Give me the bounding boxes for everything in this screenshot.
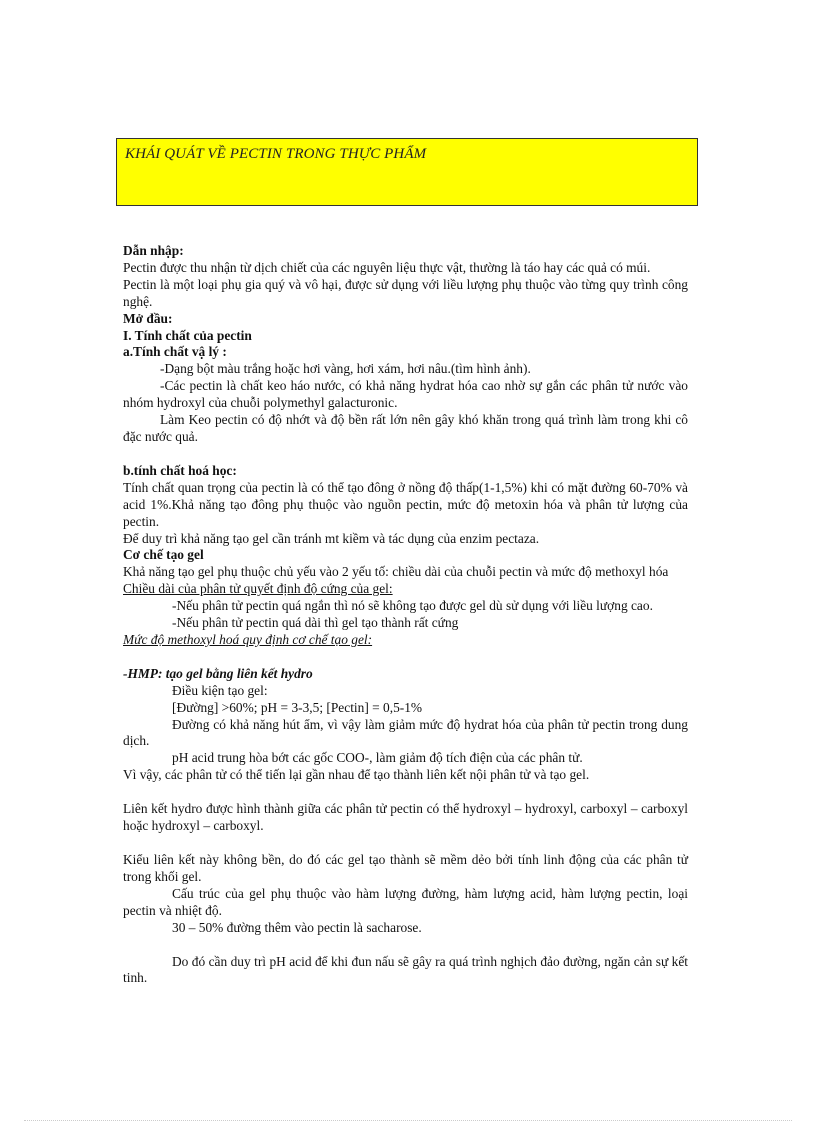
subsection-heading: a.Tính chất vậ lý : [123,344,227,360]
paragraph: [Đường] >60%; pH = 3-3,5; [Pectin] = 0,5-1% [172,699,423,715]
paragraph: Điều kiện tạo gel: [172,682,268,698]
bullet-item: -Các pectin là chất keo háo nước, có khả năng hydrat hóa cao nhờ sự gắn các phân tử nước vào nhóm hydroxyl của chuỗi polymethyl galacturonic. [123,378,688,411]
spacer [123,937,688,954]
spacer [123,835,688,852]
paragraph: Tính chất quan trọng của pectin là có thể tạo đông ở nồng độ thấp(1-1,5%) khi có mặt đường 60-70% và acid 1%.Khả năng tạo đông phụ thuộc vào nguồn pectin, mức độ metoxin hóa và phân tử lượng của pectin. [123,479,688,529]
paragraph: Khả năng tạo gel phụ thuộc chủ yếu vào 2 yếu tố: chiều dài của chuỗi pectin và mức độ methoxyl hóa [123,564,669,580]
subsection-heading: Cơ chế tạo gel [123,547,204,563]
underlined-heading: Chiều dài của phân tử quyết định độ cứng của gel: [123,581,393,597]
paragraph: Kiểu liên kết này không bền, do đó các gel tạo thành sẽ mềm dẻo bởi tính linh động của các phân tử trong khối gel. [123,852,688,884]
paragraph: Pectin là một loại phụ gia quý và vô hại, được sử dụng với liều lượng phụ thuộc vào từng quy trình công nghệ. [123,276,688,309]
paragraph: Pectin được thu nhận từ dịch chiết của các nguyên liệu thực vật, thường là táo hay các quả có múi. [123,259,651,275]
spacer [123,446,688,463]
paragraph: pH acid trung hòa bớt các gốc COO-, làm giảm độ tích điện của các phân tử. [172,750,583,766]
spacer [123,649,688,666]
paragraph: Vì vậy, các phân tử có thể tiến lại gần nhau để tạo thành liên kết nội phân tử và tạo gel. [123,767,590,783]
bullet-item: -Dạng bột màu trắng hoặc hơi vàng, hơi xám, hơi nâu.(tìm hình ảnh). [160,361,531,377]
heading-opening: Mở đầu: [123,310,173,326]
paragraph: Liên kết hydro được hình thành giữa các phân tử pectin có thể hydroxyl – hydroxyl, carboxyl – carboxyl hoặc hydroxyl – carboxyl. [123,801,688,834]
page-bottom-rule [24,1120,792,1121]
subsection-heading: b.tính chất hoá học: [123,462,237,478]
subsection-heading: -HMP: tạo gel bằng liên kết hydro [123,665,313,681]
bullet-item: -Nếu phân tử pectin quá dài thì gel tạo thành rất cứng [172,615,459,631]
paragraph: 30 – 50% đường thêm vào pectin là sacharose. [172,919,422,935]
underlined-heading: Mức độ methoxyl hoá quy định cơ chế tạo gel: [123,631,373,647]
document-title: KHÁI QUÁT VỀ PECTIN TRONG THỰC PHẨM [125,146,427,162]
paragraph: Đường có khả năng hút ẩm, vì vậy làm giảm mức độ hydrat hóa của phân tử pectin trong dung dịch. [123,716,688,749]
paragraph: Cấu trúc của gel phụ thuộc vào hàm lượng đường, hàm lượng acid, hàm lượng pectin, loại pectin và nhiệt độ. [123,885,688,918]
spacer [123,784,688,801]
section-heading: I. Tính chất của pectin [123,327,252,343]
paragraph: Do đó cần duy trì pH acid để khi đun nấu sẽ gây ra quá trình nghịch đảo đường, ngăn cản sự kết tinh. [123,953,688,986]
paragraph: Làm Keo pectin có độ nhớt và độ bền rất lớn nên gây khó khăn trong quá trình làm trong khi cô đặc nước quả. [123,412,688,444]
document-body [123,243,688,987]
title-box [116,138,698,206]
bullet-item: -Nếu phân tử pectin quá ngắn thì nó sẽ không tạo được gel dù sử dụng với liều lượng cao. [172,598,653,614]
paragraph: Để duy trì khả năng tạo gel cần tránh mt kiềm và tác dụng của enzim pectaza. [123,530,540,546]
heading-intro: Dẫn nhập: [123,243,184,258]
